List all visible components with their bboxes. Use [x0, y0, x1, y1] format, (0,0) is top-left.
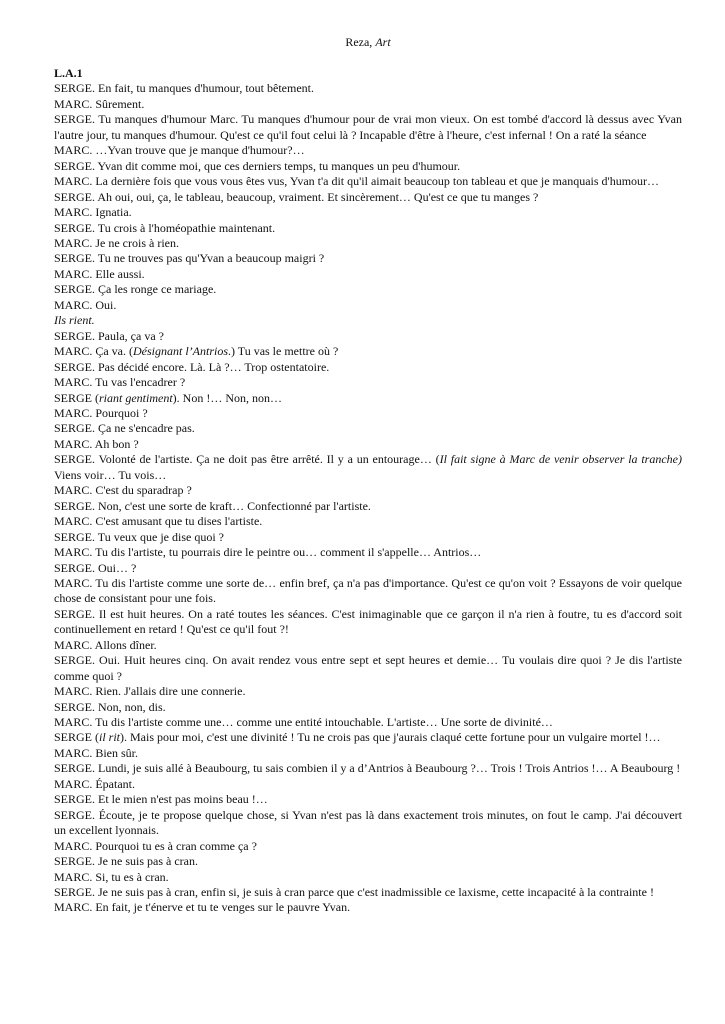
line-text: SERGE. Paula, ça va ?: [54, 328, 164, 343]
line-text: SERGE. Yvan dit comme moi, que ces derniers temps, tu manques un peu d'humour.: [54, 158, 461, 173]
dialogue-line: [54, 267, 682, 282]
dialogue-line: [54, 746, 682, 761]
dialogue-line: [54, 885, 682, 900]
line-text: MARC. Allons dîner.: [54, 637, 157, 652]
line-text: SERGE. Écoute, je te propose quelque chose, si Yvan n'est pas là dans exactement trois minutes, on fout le camp. J'ai découvert un excellent lyonnais.: [54, 807, 682, 838]
dialogue-line: [54, 499, 682, 514]
line-text: MARC. …Yvan trouve que je manque d'humour?…: [54, 143, 305, 158]
line-text: MARC. Tu dis l'artiste comme une… comme une entité intouchable. L'artiste… Une sorte de divinité…: [54, 715, 553, 730]
line-text: MARC. Tu vas l'encadrer ?: [54, 375, 186, 390]
line-text: SERGE. Non, c'est une sorte de kraft… Confectionné par l'artiste.: [54, 498, 371, 513]
line-text: SERGE. Oui… ?: [54, 560, 137, 575]
dialogue-line: [54, 81, 682, 96]
line-text: MARC. La dernière fois que vous vous êtes vus, Yvan t'a dit qu'il aimait beaucoup ton tableau et que je manquais d'humour…: [54, 174, 660, 189]
dialogue-line: [54, 730, 682, 745]
dialogue-line: [54, 159, 682, 174]
line-text: SERGE. Je ne suis pas à cran.: [54, 854, 198, 869]
line-text: MARC. Bien sûr.: [54, 745, 139, 760]
line-text: SERGE. En fait, tu manques d'humour, tout bêtement.: [54, 81, 314, 96]
dialogue-line: [54, 391, 682, 406]
dialogue-line: [54, 900, 682, 915]
dialogue-line: [54, 97, 682, 112]
dialogue-line: [54, 452, 682, 483]
dialogue-line: [54, 561, 682, 576]
dialogue-line: [54, 298, 682, 313]
line-text: ). Non !… Non, non…: [172, 390, 282, 405]
dialogue-line: [54, 251, 682, 266]
line-text: MARC. Ça va. (: [54, 344, 133, 359]
line-text: MARC. Si, tu es à cran.: [54, 869, 169, 884]
stage-direction-text: Ils rient.: [54, 313, 95, 328]
header-author: Reza,: [345, 35, 373, 49]
dialogue-line: [54, 761, 682, 776]
dialogue-line: [54, 653, 682, 684]
line-text: MARC. Tu dis l'artiste comme une sorte de… enfin bref, ça n'a pas d'importance. Qu'est ce qu'on voit ? Essayons de voir quelque chose de consistant pour une fois.: [54, 575, 682, 606]
line-text: Viens voir… Tu vois…: [54, 467, 167, 482]
stage-direction-text: il rit: [99, 730, 121, 745]
stage-direction: [54, 313, 682, 328]
dialogue-line: [54, 329, 682, 344]
dialogue-line: [54, 282, 682, 297]
dialogue-line: [54, 839, 682, 854]
dialogue-line: [54, 576, 682, 607]
line-text: SERGE. Ça ne s'encadre pas.: [54, 421, 195, 436]
dialogue-line: [54, 715, 682, 730]
stage-direction-text: Il fait signe à Marc de venir observer la tranche): [439, 452, 682, 467]
line-text: SERGE. Je ne suis pas à cran, enfin si, je suis à cran parce que c'est inadmissible ce laxisme, cette incapacité à la contrainte !: [54, 885, 654, 900]
dialogue-line: [54, 421, 682, 436]
dialogue-line: [54, 174, 682, 189]
dialogue-line: [54, 205, 682, 220]
dialogue-line: [54, 112, 682, 143]
line-text: SERGE. Tu crois à l'homéopathie maintenant.: [54, 220, 276, 235]
running-header: [54, 34, 682, 50]
line-text: MARC. Tu dis l'artiste, tu pourrais dire le peintre ou… comment il s'appelle… Antrios…: [54, 545, 482, 560]
line-text: SERGE. Lundi, je suis allé à Beaubourg, tu sais combien il y a d’Antrios à Beaubourg ?… Trois ! Trois Antrios !… A Beaubourg !: [54, 761, 681, 776]
dialogue-line: [54, 375, 682, 390]
line-text: MARC. Ah bon ?: [54, 436, 139, 451]
line-text: MARC. Elle aussi.: [54, 266, 145, 281]
line-text: SERGE (: [54, 730, 99, 745]
dialogue-line: [54, 638, 682, 653]
line-text: SERGE. Ça les ronge ce mariage.: [54, 282, 217, 297]
line-text: MARC. C'est amusant que tu dises l'artiste.: [54, 514, 263, 529]
stage-direction-text: Désignant l’Antrios: [133, 344, 228, 359]
dialogue-line: [54, 221, 682, 236]
line-text: SERGE. Ah oui, oui, ça, le tableau, beaucoup, vraiment. Et sincèrement… Qu'est ce que tu manges ?: [54, 189, 539, 204]
line-text: MARC. Sûrement.: [54, 96, 145, 111]
line-text: ). Mais pour moi, c'est une divinité ! Tu ne crois pas que j'aurais claqué cette fortune pour un vulgaire mortel !…: [120, 730, 661, 745]
dialogue-line: [54, 514, 682, 529]
dialogue-line: [54, 808, 682, 839]
dialogue-line: [54, 437, 682, 452]
line-text: SERGE. Non, non, dis.: [54, 699, 166, 714]
line-text: SERGE. Volonté de l'artiste. Ça ne doit pas être arrêté. Il y a un entourage… (: [54, 452, 440, 467]
dialogue-line: [54, 684, 682, 699]
dialogue-line: [54, 190, 682, 205]
line-text: MARC. Pourquoi ?: [54, 405, 148, 420]
dialogue-line: [54, 607, 682, 638]
scene-label: L.A.1: [54, 66, 83, 80]
line-text: MARC. Ignatia.: [54, 205, 132, 220]
line-text: MARC. Épatant.: [54, 776, 135, 791]
header-work-title: Art: [375, 35, 391, 49]
line-text: SERGE. Il est huit heures. On a raté toutes les séances. C'est inimaginable que ce garçon il n'a rien à foutre, tu es d'accord soit continuellement en retard ! Qu'est ce qu'il fout ?!: [54, 606, 682, 637]
line-text: SERGE. Tu manques d'humour Marc. Tu manques d'humour pour de vrai mon vieux. On est tombé d'accord là dessus avec Yvan l'autre jour, tu manques d'humour. Qu'est ce qu'il fout celui là ? Incapable d'être à l'heure, c'est infernal ! On a raté la séance: [54, 112, 682, 142]
line-text: MARC. Pourquoi tu es à cran comme ça ?: [54, 838, 257, 853]
dialogue-line: [54, 360, 682, 375]
dialogue-body: [54, 81, 682, 915]
line-text: MARC. Rien. J'allais dire une connerie.: [54, 684, 246, 699]
dialogue-line: [54, 854, 682, 869]
dialogue-line: [54, 870, 682, 885]
line-text: SERGE. Tu veux que je dise quoi ?: [54, 529, 224, 544]
line-text: MARC. Je ne crois à rien.: [54, 235, 179, 250]
dialogue-line: [54, 483, 682, 498]
dialogue-line: [54, 700, 682, 715]
line-text: SERGE. Pas décidé encore. Là. Là ?… Trop ostentatoire.: [54, 359, 330, 374]
line-text: SERGE. Et le mien n'est pas moins beau !…: [54, 792, 268, 807]
line-text: SERGE (: [54, 390, 99, 405]
line-text: .) Tu vas le mettre où ?: [228, 344, 339, 359]
dialogue-line: [54, 236, 682, 251]
line-text: SERGE. Oui. Huit heures cinq. On avait rendez vous entre sept et sept heures et demie… Tu voulais dire quoi ? Je dis l'artiste comme quoi ?: [54, 653, 682, 683]
dialogue-line: [54, 344, 682, 359]
dialogue-line: [54, 406, 682, 421]
line-text: MARC. En fait, je t'énerve et tu te venges sur le pauvre Yvan.: [54, 900, 351, 915]
dialogue-line: [54, 777, 682, 792]
document-page: [54, 34, 682, 916]
dialogue-line: [54, 530, 682, 545]
line-text: MARC. C'est du sparadrap ?: [54, 483, 192, 498]
dialogue-line: [54, 545, 682, 560]
stage-direction-text: riant gentiment: [99, 390, 173, 405]
line-text: MARC. Oui.: [54, 297, 117, 312]
dialogue-line: [54, 143, 682, 158]
dialogue-line: [54, 792, 682, 807]
line-text: SERGE. Tu ne trouves pas qu'Yvan a beaucoup maigri ?: [54, 251, 325, 266]
